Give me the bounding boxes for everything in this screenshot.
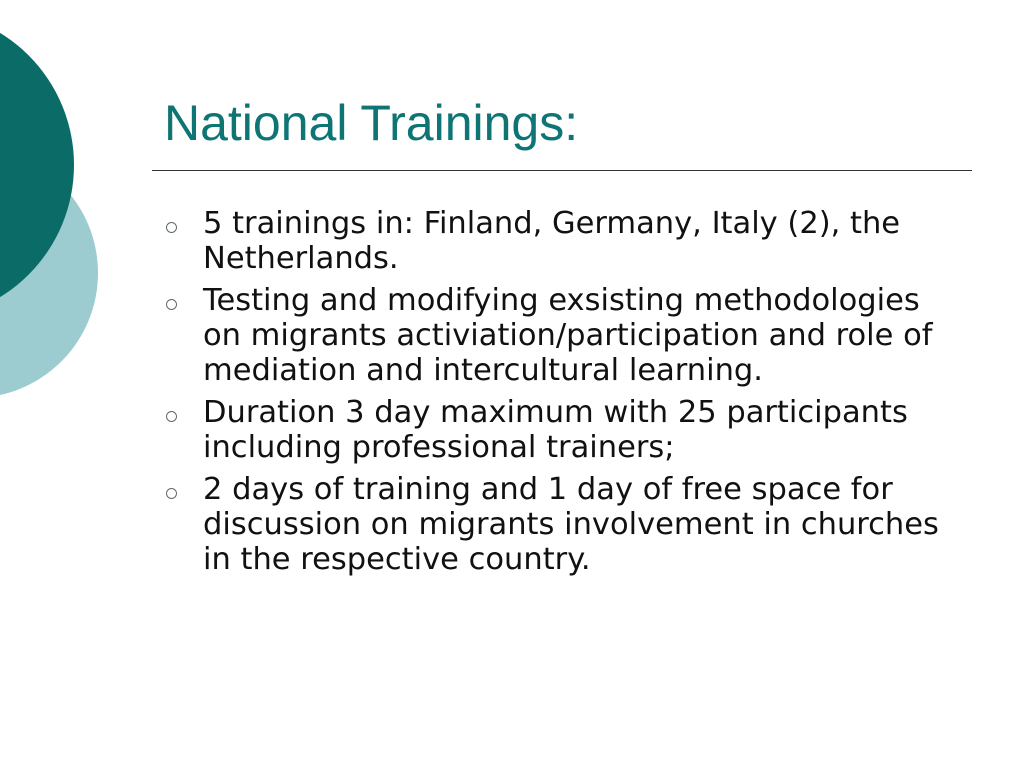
bullet-text: 2 days of training and 1 day of free space for discussion on migrants involvement in churches in the respective country. — [203, 472, 939, 577]
bullet-text: Testing and modifying exsisting methodologies on migrants activiation/participation and role of mediation and intercultural learning. — [203, 283, 933, 388]
bullet-item — [162, 472, 962, 577]
hollow-circle-bullet-icon — [166, 222, 177, 233]
bullet-item — [162, 395, 962, 465]
bullet-text: Duration 3 day maximum with 25 participants including professional trainers; — [203, 395, 908, 465]
hollow-circle-bullet-icon — [166, 488, 177, 499]
hollow-circle-bullet-icon — [166, 411, 177, 422]
bullet-text: 5 trainings in: Finland, Germany, Italy (2), the Netherlands. — [203, 206, 901, 276]
bullet-list — [162, 206, 962, 584]
slide-title: National Trainings: — [164, 95, 579, 151]
title-divider — [152, 170, 972, 171]
bullet-item — [162, 283, 962, 388]
hollow-circle-bullet-icon — [166, 299, 177, 310]
bullet-item — [162, 206, 962, 276]
